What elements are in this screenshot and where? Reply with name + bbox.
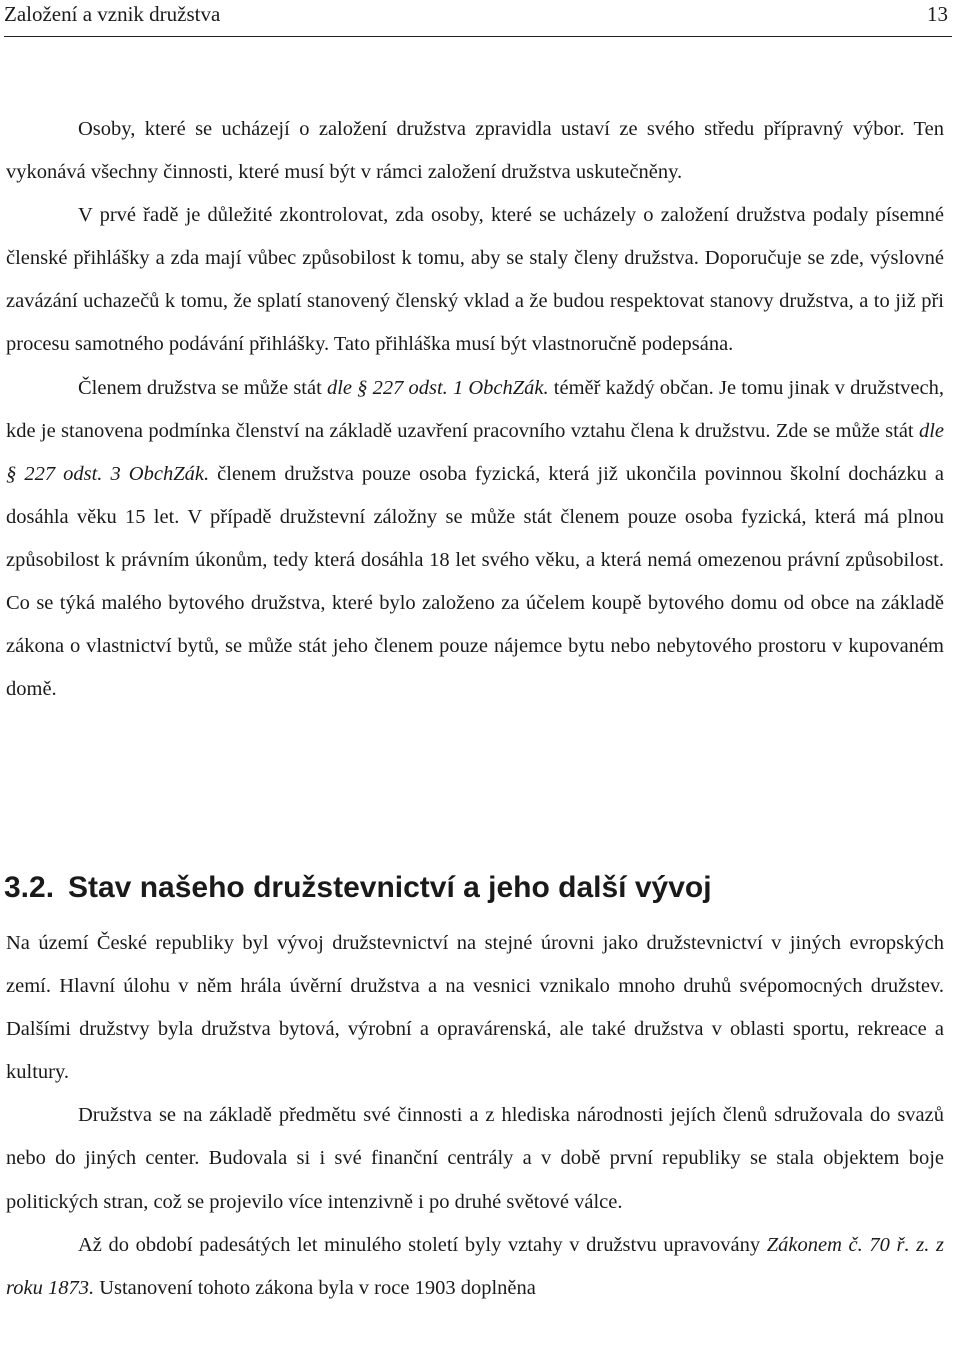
page-header <box>4 0 952 37</box>
paragraph-text: Až do období padesátých let minulého století byly vztahy v družstvu upravovány <box>78 1233 767 1256</box>
paragraph-text: členem družstva pouze osoba fyzická, která již ukončila povinnou školní docházku a dosáhla věku 15 let. V případě družstevní záložny se může stát členem pouze osoba fyzická, která má plnou způsobilost k právním úkonům, tedy která dosáhla 18 let svého věku, a která nemá omezenou právní způsobilost. Co se týká malého bytového družstva, které bylo založeno za účelem koupě bytového domu od obce na základě zákona o vlastnictví bytů, se může stát jeho členem pouze nájemce bytu nebo nebytového prostoru v kupovaném domě. <box>6 462 944 701</box>
legal-reference: Zákonem č. 70 ř. z. z roku 1873. <box>6 1233 944 1299</box>
section-body-2 <box>6 922 944 1310</box>
paragraph-text: Členem družstva se může stát <box>78 376 327 399</box>
paragraph <box>6 1224 944 1310</box>
running-title: Založení a vznik družstva <box>4 2 221 26</box>
paragraph-text: Ustanovení tohoto zákona byla v roce 1903 doplněna <box>94 1276 536 1299</box>
paragraph <box>6 367 944 712</box>
section-number: 3.2. <box>4 871 55 904</box>
section-title: Stav našeho družstevnictví a jeho další vývoj <box>68 871 712 904</box>
section-heading <box>4 866 712 910</box>
paragraph: V prvé řadě je důležité zkontrolovat, zda osoby, které se ucházely o založení družstva podaly písemné členské přihlášky a zda mají vůbec způsobilost k tomu, aby se staly členy družstva. Doporučuje se zde, výslovné zavázání uchazečů k tomu, že splatí stanovený členský vklad a že budou respektovat stanovy družstva, a to již při procesu samotného podávání přihlášky. Tato přihláška musí být vlastnoručně podepsána. <box>6 204 944 356</box>
paragraph: Družstva se na základě předmětu své činnosti a z hlediska národnosti jejích členů sdružovala do svazů nebo do jiných center. Budovala si i své finanční centrály a v době první republiky se stala objektem boje politických stran, což se projevilo více intenzivně i po druhé světové válce. <box>6 1104 944 1213</box>
legal-reference: dle § 227 odst. 1 ObchZák. <box>326 376 549 399</box>
paragraph: Osoby, které se ucházejí o založení družstva zpravidla ustaví ze svého středu přípravný výbor. Ten vykonává všechny činnosti, které musí být v rámci založení družstva uskutečněny. <box>6 118 944 184</box>
page-number: 13 <box>927 2 948 26</box>
section-body-1 <box>6 108 944 711</box>
legal-reference: dle § 227 odst. 3 ObchZák. <box>6 419 944 485</box>
paragraph-text: téměř každý občan. Je tomu jinak v družstvech, kde je stanovena podmínka členství na základě uzavření pracovního vztahu člena k družstvu. Zde se může stát <box>6 376 944 442</box>
paragraph: Na území České republiky byl vývoj družstevnictví na stejné úrovni jako družstevnictví v jiných evropských zemí. Hlavní úlohu v něm hrála úvěrní družstva a na vesnici vznikalo mnoho druhů svépomocných družstev. Dalšími družstvy byla družstva bytová, výrobní a opravárenská, ale také družstva v oblasti sportu, rekreace a kultury. <box>6 932 944 1084</box>
